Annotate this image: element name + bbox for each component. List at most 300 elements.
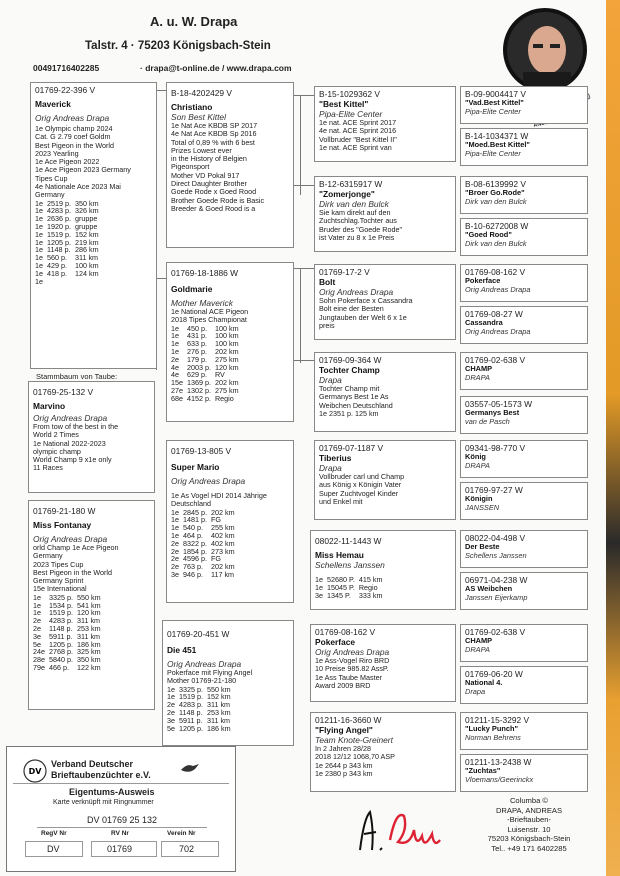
s1fm-card bbox=[310, 530, 456, 610]
breeder: Pipa-Elite Center bbox=[319, 109, 383, 119]
ring-number: 01211-16-3660 W bbox=[315, 715, 382, 725]
achievement-line: World 2 Times bbox=[33, 430, 79, 440]
result-cell: 186 km bbox=[206, 723, 231, 733]
result-row bbox=[33, 664, 105, 672]
result-cell: 1e bbox=[33, 600, 41, 610]
val-regv: DV bbox=[47, 844, 60, 854]
result-cell: 186 km bbox=[76, 639, 101, 649]
achievement-line: olympic champ bbox=[33, 446, 81, 456]
ring-number: 09341-98-770 V bbox=[465, 443, 526, 453]
col-rv: RV Nr bbox=[111, 830, 129, 837]
header-address: Talstr. 4 · 75203 Königsbach-Stein bbox=[85, 40, 271, 52]
result-cell: 1369 p. bbox=[187, 378, 211, 388]
result-cell: 3e bbox=[167, 715, 175, 725]
result-cell: 311 km bbox=[76, 631, 101, 641]
breeder: Orig Andreas Drapa bbox=[315, 647, 390, 657]
result-cell: 415 km bbox=[358, 575, 383, 584]
bird-name: Super Mario bbox=[171, 462, 220, 472]
achievement-line: in the History of Belgien bbox=[171, 154, 247, 164]
bird-name: Bolt bbox=[319, 277, 336, 287]
result-cell: 1e bbox=[171, 323, 179, 333]
bird-name: Tochter Champ bbox=[319, 365, 380, 375]
result-cell: 464 p. bbox=[183, 530, 203, 540]
ring-number: 03557-05-1573 W bbox=[465, 399, 533, 409]
ring-number: 01211-15-3292 V bbox=[465, 715, 530, 725]
ff-card bbox=[314, 86, 456, 162]
achievements bbox=[319, 297, 451, 330]
achievement-line: aus König x Königin Vater bbox=[319, 480, 402, 490]
ring-line: DV 01769 25 132 bbox=[87, 815, 158, 825]
achievement-line: 2023 Tipes Cup bbox=[33, 559, 84, 569]
achievement-line: Germany Sprint bbox=[33, 576, 84, 586]
breeder-photo-badge bbox=[503, 8, 587, 92]
result-cell: 8322 p. bbox=[183, 538, 207, 548]
result-cell: 15e bbox=[171, 378, 183, 388]
result-cell: 1e bbox=[167, 692, 175, 702]
result-cell: 4e bbox=[171, 370, 179, 380]
sibling1-father-card bbox=[166, 440, 294, 603]
result-cell: Regio bbox=[358, 582, 378, 592]
great-grandparent-card bbox=[460, 440, 588, 478]
result-cell: 1e bbox=[167, 684, 175, 694]
result-cell: 629 p. bbox=[187, 370, 207, 380]
result-cell: 122 km bbox=[76, 662, 101, 672]
achievement-line: ist Vater zu 8 x 1e Preis bbox=[319, 232, 395, 242]
achievement-line: Weibchen Deutschland bbox=[319, 400, 393, 410]
result-cell: 2845 p. bbox=[183, 507, 207, 517]
result-cell: 117 km bbox=[210, 569, 235, 579]
achievement-line: In 2 Jahren 28/28 bbox=[315, 744, 371, 753]
great-grandparent-card bbox=[460, 218, 588, 256]
result-cell: 1e bbox=[35, 268, 43, 278]
ring-number: B-12-6315917 W bbox=[319, 179, 383, 189]
result-cell: 466 p. bbox=[49, 662, 69, 672]
result-cell: 276 p. bbox=[187, 346, 207, 356]
result-cell: 2768 p. bbox=[49, 647, 73, 657]
achievement-line: Bruder des "Goede Rode" bbox=[319, 224, 403, 234]
result-cell: 1481 p. bbox=[183, 515, 207, 525]
ring-number: B-10-6272008 W bbox=[465, 221, 529, 231]
achievement-line: Pigeonsport bbox=[171, 162, 210, 172]
result-cell bbox=[47, 278, 75, 286]
achievement-line: 1e National 2022-2023 bbox=[33, 438, 106, 448]
result-cell: 79e bbox=[33, 662, 45, 672]
result-cell: 1e bbox=[171, 523, 179, 533]
achievement-line: 1e Nat Ace KBDB SP 2017 bbox=[171, 121, 258, 130]
achievement-line: Tochter Champ mit bbox=[319, 384, 380, 393]
achievement-line: orld Champ 1e Ace Pigeon bbox=[33, 543, 119, 552]
breeder: Orig Andreas Drapa bbox=[33, 413, 108, 423]
bird-name: CHAMP bbox=[465, 636, 493, 645]
result-cell: 3e bbox=[315, 590, 323, 600]
breeder: Drapa bbox=[319, 375, 342, 385]
result-cell: 1205 p. bbox=[47, 237, 71, 247]
great-grandparent-card bbox=[460, 86, 588, 124]
achievements bbox=[319, 473, 451, 506]
great-grandparent-card bbox=[460, 754, 588, 792]
bird-name: Die 451 bbox=[167, 645, 197, 655]
bird-name: Goldmarie bbox=[171, 284, 213, 294]
col-regv: RegV Nr bbox=[41, 830, 67, 837]
ring-number: B-08-6139992 V bbox=[465, 179, 526, 189]
breeder: DRAPA bbox=[465, 372, 490, 382]
bird-name: AS Weibchen bbox=[465, 584, 513, 593]
result-cell: 1519 p. bbox=[49, 608, 73, 618]
result-cell: 5840 p. bbox=[49, 655, 73, 665]
ownership-card bbox=[6, 746, 236, 872]
achievement-line: 10 Preise 985.82 AssP. bbox=[315, 664, 389, 674]
result-cell: 4283 p. bbox=[49, 616, 73, 626]
result-cell: 1e bbox=[35, 198, 43, 208]
ring-number: 01769-08-162 V bbox=[465, 267, 526, 277]
breeder: DRAPA bbox=[465, 460, 490, 470]
result-cell: 4152 p. bbox=[187, 393, 211, 403]
result-cell: 1e bbox=[33, 608, 41, 618]
bird-name: "Flying Angel" bbox=[315, 725, 373, 735]
ring-number: 01769-07-1187 V bbox=[319, 443, 384, 453]
result-cell: 100 km bbox=[214, 331, 239, 341]
achievement-line: Cat. G 2.79 coef Goldm bbox=[35, 132, 111, 142]
results-table bbox=[167, 686, 235, 733]
result-cell: RV bbox=[214, 370, 225, 380]
header-contact: · drapa@t-online.de / www.drapa.com bbox=[140, 63, 292, 73]
result-cell: 418 p. bbox=[47, 268, 67, 278]
result-cell: 2519 p. bbox=[47, 198, 71, 208]
breeder: Dirk van den Bulck bbox=[465, 238, 527, 248]
achievement-line: 1e Ace Pigeon 2022 bbox=[35, 157, 100, 167]
result-cell: 326 km bbox=[74, 206, 99, 216]
result-cell: 5911 p. bbox=[179, 715, 203, 725]
achievement-line: Mother 01769-21-180 bbox=[167, 676, 237, 686]
breeder: van de Pasch bbox=[465, 416, 510, 426]
achievement-line: 1e nat. ACE Sprint van bbox=[319, 142, 392, 152]
result-cell: 100 km bbox=[214, 339, 239, 349]
result-cell: 152 km bbox=[206, 692, 231, 702]
achievement-line: und Enkel mit bbox=[319, 496, 363, 506]
pedigree-label: Stammbaum von Taube: bbox=[36, 372, 118, 381]
breeder: Norman Behrens bbox=[465, 732, 521, 742]
result-cell: 202 km bbox=[210, 507, 235, 517]
achievement-line: 1e 2380 p 343 km bbox=[315, 768, 373, 778]
result-row bbox=[35, 278, 103, 286]
result-cell: 2e bbox=[167, 707, 175, 717]
bird-name: Königin bbox=[465, 494, 493, 503]
val-verein: 702 bbox=[179, 844, 195, 854]
result-cell: 1e bbox=[35, 229, 43, 239]
bird-name: "Broer Go.Rode" bbox=[465, 188, 525, 197]
ring-number: 01769-08-162 V bbox=[315, 627, 376, 637]
result-cell: FG bbox=[210, 515, 221, 525]
result-cell: 4283 p. bbox=[179, 700, 203, 710]
result-cell: 1e bbox=[35, 214, 43, 224]
result-cell: gruppe bbox=[74, 222, 98, 232]
ring-number: 01769-06-20 W bbox=[465, 669, 523, 679]
result-cell: 350 km bbox=[76, 655, 101, 665]
achievement-line: 1e 2351 p. 125 km bbox=[319, 408, 379, 418]
result-row bbox=[35, 270, 103, 278]
achievements bbox=[171, 122, 289, 213]
result-cell: 100 km bbox=[214, 323, 239, 333]
result-cell: 550 km bbox=[76, 592, 101, 602]
footer-line: 75203 Königsbach-Stein bbox=[487, 834, 571, 843]
pigeon-icon bbox=[179, 761, 201, 775]
result-cell: 633 p. bbox=[187, 339, 207, 349]
main-bird-card bbox=[30, 82, 157, 369]
bird-name: "Best Kittel" bbox=[319, 99, 369, 109]
card-title: Eigentums-Ausweis bbox=[69, 787, 155, 797]
result-cell: 5e bbox=[33, 639, 41, 649]
result-cell: 450 p. bbox=[187, 323, 207, 333]
result-cell: 100 km bbox=[74, 261, 99, 271]
result-cell: 1854 p. bbox=[183, 546, 207, 556]
handwritten-signature bbox=[350, 800, 446, 862]
breeder: Orig Andreas Drapa bbox=[319, 287, 394, 297]
result-cell: 429 p. bbox=[47, 261, 67, 271]
result-cell: 1345 P. bbox=[327, 590, 351, 600]
achievements bbox=[319, 385, 451, 418]
result-cell: 350 km bbox=[74, 198, 99, 208]
great-grandparent-card bbox=[460, 176, 588, 214]
result-cell: 1e bbox=[171, 515, 179, 525]
result-cell: 1e bbox=[35, 222, 43, 232]
breeder: Orig Andreas Drapa bbox=[465, 326, 531, 336]
result-cell: 311 km bbox=[76, 616, 101, 626]
achievements bbox=[315, 745, 451, 778]
achievement-line: 4e Nat Ace KBDB Sp 2016 bbox=[171, 129, 257, 139]
result-cell: 2003 p. bbox=[187, 362, 211, 372]
achievements bbox=[33, 544, 150, 594]
result-cell: 4283 p. bbox=[47, 206, 71, 216]
bird-name: "Moed.Best Kittel" bbox=[465, 140, 530, 149]
result-cell: 27e bbox=[171, 385, 183, 395]
result-cell: 202 km bbox=[210, 562, 235, 572]
result-cell: 1e bbox=[35, 253, 43, 263]
achievement-line: Award 2009 BRD bbox=[315, 680, 371, 690]
bird-name: Tiberius bbox=[319, 453, 352, 463]
great-grandparent-card bbox=[460, 264, 588, 302]
col-verein: Verein Nr bbox=[167, 830, 196, 837]
ring-number: B-09-9004417 V bbox=[465, 89, 526, 99]
result-cell: 120 km bbox=[214, 362, 239, 372]
achievements bbox=[171, 492, 289, 509]
result-cell: 4e bbox=[171, 362, 179, 372]
bird-name: Maverick bbox=[35, 99, 71, 109]
great-grandparent-card bbox=[460, 666, 588, 704]
result-cell: 273 km bbox=[210, 546, 235, 556]
ring-number: 01769-13-805 V bbox=[171, 446, 232, 456]
achievement-line: Jungtauben der Welt 6 x 1e bbox=[319, 312, 407, 322]
card-subtitle: Karte verknüpft mit Ringnummer bbox=[53, 799, 154, 806]
result-cell: 253 km bbox=[206, 707, 231, 717]
result-cell: 2e bbox=[171, 546, 179, 556]
ring-number: 01769-09-364 W bbox=[319, 355, 382, 365]
breeder: Dirk van den Bulck bbox=[319, 199, 389, 209]
achievement-line: Best Pigeon in the World bbox=[35, 140, 114, 150]
result-cell: 1e bbox=[315, 575, 323, 584]
breeder: Schellens Janssen bbox=[315, 560, 385, 570]
achievement-line: 15e International bbox=[33, 584, 87, 594]
achievement-line: 1e Ass-Vogel Riro BRD bbox=[315, 656, 390, 665]
s1ff-card bbox=[314, 440, 456, 520]
achievements bbox=[33, 423, 150, 473]
achievements bbox=[319, 119, 451, 152]
achievement-line: 1e nat. ACE Sprint 2017 bbox=[319, 118, 397, 127]
bird-name: Christiano bbox=[171, 102, 213, 112]
result-cell: 2e bbox=[33, 623, 41, 633]
bird-name: "Zuchtas" bbox=[465, 766, 501, 775]
result-cell: 325 km bbox=[76, 647, 101, 657]
breeder: Orig Andreas Drapa bbox=[35, 113, 110, 123]
achievement-line: Super Zuchtvogel Kinder bbox=[319, 488, 399, 498]
achievements bbox=[319, 209, 451, 242]
result-cell: 946 p. bbox=[183, 569, 203, 579]
achievement-line: Vollbruder "Best Kittel II" bbox=[319, 134, 397, 144]
great-grandparent-card bbox=[460, 624, 588, 662]
breeder: Schellens Janssen bbox=[465, 550, 527, 560]
result-cell: 2636 p. bbox=[47, 214, 71, 224]
bird-name: "Lucky Punch" bbox=[465, 724, 519, 733]
result-cell: 5911 p. bbox=[49, 631, 73, 641]
ring-number: B-15-1029362 V bbox=[319, 89, 380, 99]
result-cell: 431 p. bbox=[187, 331, 207, 341]
result-cell: 311 km bbox=[206, 700, 231, 710]
result-cell: 1302 p. bbox=[187, 385, 211, 395]
result-cell: 124 km bbox=[74, 268, 99, 278]
result-cell: 402 km bbox=[210, 538, 235, 548]
result-cell: 1e bbox=[35, 206, 43, 216]
achievement-line: Zuchtschlag.Tochter aus bbox=[319, 216, 397, 226]
father-card bbox=[166, 82, 294, 248]
achievement-line: Bolt eine der Besten bbox=[319, 304, 384, 314]
mm-card bbox=[314, 352, 456, 432]
bird-name: National 4. bbox=[465, 678, 503, 687]
bird-name: "Zomerjonge" bbox=[319, 189, 375, 199]
result-cell: 1519 p. bbox=[47, 229, 71, 239]
achievement-line: 1e National ACE Pigeon bbox=[171, 307, 249, 316]
result-cell: 540 p. bbox=[183, 523, 203, 533]
great-grandparent-card bbox=[460, 712, 588, 750]
bird-name: CHAMP bbox=[465, 364, 493, 373]
org-line1: Verband Deutscher bbox=[51, 759, 134, 769]
ring-number: 06971-04-238 W bbox=[465, 575, 528, 585]
bird-name: Cassandra bbox=[465, 318, 503, 327]
header-phone: 00491716402285 bbox=[33, 63, 100, 73]
result-cell: 253 km bbox=[76, 623, 101, 633]
result-cell: 311 km bbox=[206, 715, 231, 725]
bird-name: Germanys Best bbox=[465, 408, 520, 417]
achievement-line: 1e Olympic champ 2024 bbox=[35, 124, 113, 133]
achievement-line: Vollbruder carl und Champ bbox=[319, 472, 405, 481]
achievement-line: 1e As Vogel HDI 2014 Jährige bbox=[171, 491, 267, 500]
great-grandparent-card bbox=[460, 128, 588, 166]
bird-name: Miss Hemau bbox=[315, 550, 364, 560]
achievement-line: Germany bbox=[35, 190, 65, 200]
achievement-line: 4e nat. ACE Sprint 2016 bbox=[319, 126, 397, 136]
achievement-line: Breeder & Goed Rood is a bbox=[171, 203, 256, 213]
ring-number: 01211-13-2438 W bbox=[465, 757, 532, 767]
result-cell: 311 km bbox=[74, 253, 99, 263]
achievements bbox=[167, 669, 289, 686]
achievement-line: 2023 Yearling bbox=[35, 148, 79, 158]
great-grandparent-card bbox=[460, 306, 588, 344]
footer-line: Luisenstr. 10 bbox=[507, 824, 551, 834]
result-cell: 5e bbox=[167, 723, 175, 733]
result-cell: 2e bbox=[33, 616, 41, 626]
result-cell: 219 km bbox=[74, 237, 99, 247]
result-cell: 1534 p. bbox=[49, 600, 73, 610]
breeder: Vloemans/Geerinckx bbox=[465, 774, 534, 784]
breeder: Drapa bbox=[319, 463, 342, 473]
ring-number: 01769-21-180 W bbox=[33, 506, 96, 516]
result-cell: 255 km bbox=[210, 523, 235, 533]
result-cell: 68e bbox=[171, 393, 183, 403]
result-cell: 179 p. bbox=[187, 354, 207, 364]
result-cell bbox=[75, 278, 103, 286]
result-cell: 3325 p. bbox=[49, 592, 73, 602]
header-name: A. u. W. Drapa bbox=[150, 14, 238, 29]
result-cell: 1519 p. bbox=[179, 692, 203, 702]
bird-name: Pokerface bbox=[465, 276, 501, 285]
ring-number: 08022-11-1443 W bbox=[315, 536, 382, 546]
result-cell: 2e bbox=[171, 354, 179, 364]
great-grandparent-card bbox=[460, 482, 588, 520]
result-cell: 763 p. bbox=[183, 562, 203, 572]
breeder: Pipa-Elite Center bbox=[465, 106, 521, 116]
breeder: Dirk van den Bulck bbox=[465, 196, 527, 206]
achievement-line: Germany bbox=[33, 551, 63, 561]
breeder: Janssen Eijerkamp bbox=[465, 592, 528, 602]
achievement-line: Direct Daughter Brother bbox=[171, 179, 247, 189]
result-cell: 1205 p. bbox=[49, 639, 73, 649]
result-cell: 275 km bbox=[214, 354, 239, 364]
results-table bbox=[171, 325, 243, 403]
achievements bbox=[315, 657, 451, 690]
result-cell: 333 km bbox=[358, 590, 383, 600]
breeder: DRAPA bbox=[465, 644, 490, 654]
footer-line: Columba © bbox=[509, 796, 549, 805]
result-cell: FG bbox=[210, 554, 221, 564]
result-row bbox=[167, 725, 235, 733]
great-grandparent-card bbox=[460, 572, 588, 610]
achievement-line: preis bbox=[319, 320, 335, 330]
s2fm-card bbox=[310, 712, 456, 792]
ring-number: 01769-20-451 W bbox=[167, 629, 230, 639]
bird-name: König bbox=[465, 452, 486, 461]
result-cell: 152 km bbox=[74, 229, 99, 239]
ring-number: B-18-4202429 V bbox=[171, 88, 232, 98]
portrait-icon bbox=[503, 8, 587, 92]
great-grandparent-card bbox=[460, 396, 588, 434]
result-cell: 15045 P. bbox=[327, 582, 355, 592]
result-cell: 24e bbox=[33, 647, 45, 657]
result-cell: 3e bbox=[171, 569, 179, 579]
result-cell: 402 km bbox=[210, 530, 235, 540]
svg-text:DV: DV bbox=[28, 767, 42, 776]
achievement-line: Brother Goede Rode is Basic bbox=[171, 195, 265, 205]
breeder: JANSSEN bbox=[465, 502, 500, 512]
breeder: Orig Andreas Drapa bbox=[465, 284, 531, 294]
result-cell: 202 km bbox=[214, 378, 239, 388]
breeder: Son Best Kittel bbox=[171, 112, 226, 122]
achievement-line: Germanys Best 1e As bbox=[319, 392, 389, 402]
great-grandparent-card bbox=[460, 530, 588, 568]
breeder: Mother Maverick bbox=[171, 298, 233, 308]
breeder: Orig Andreas Drapa bbox=[167, 659, 242, 669]
result-cell: 1e bbox=[171, 339, 179, 349]
ring-number: 01769-08-27 W bbox=[465, 309, 523, 319]
s2ff-card bbox=[310, 624, 456, 702]
ring-number: 01769-02-638 V bbox=[465, 627, 526, 637]
